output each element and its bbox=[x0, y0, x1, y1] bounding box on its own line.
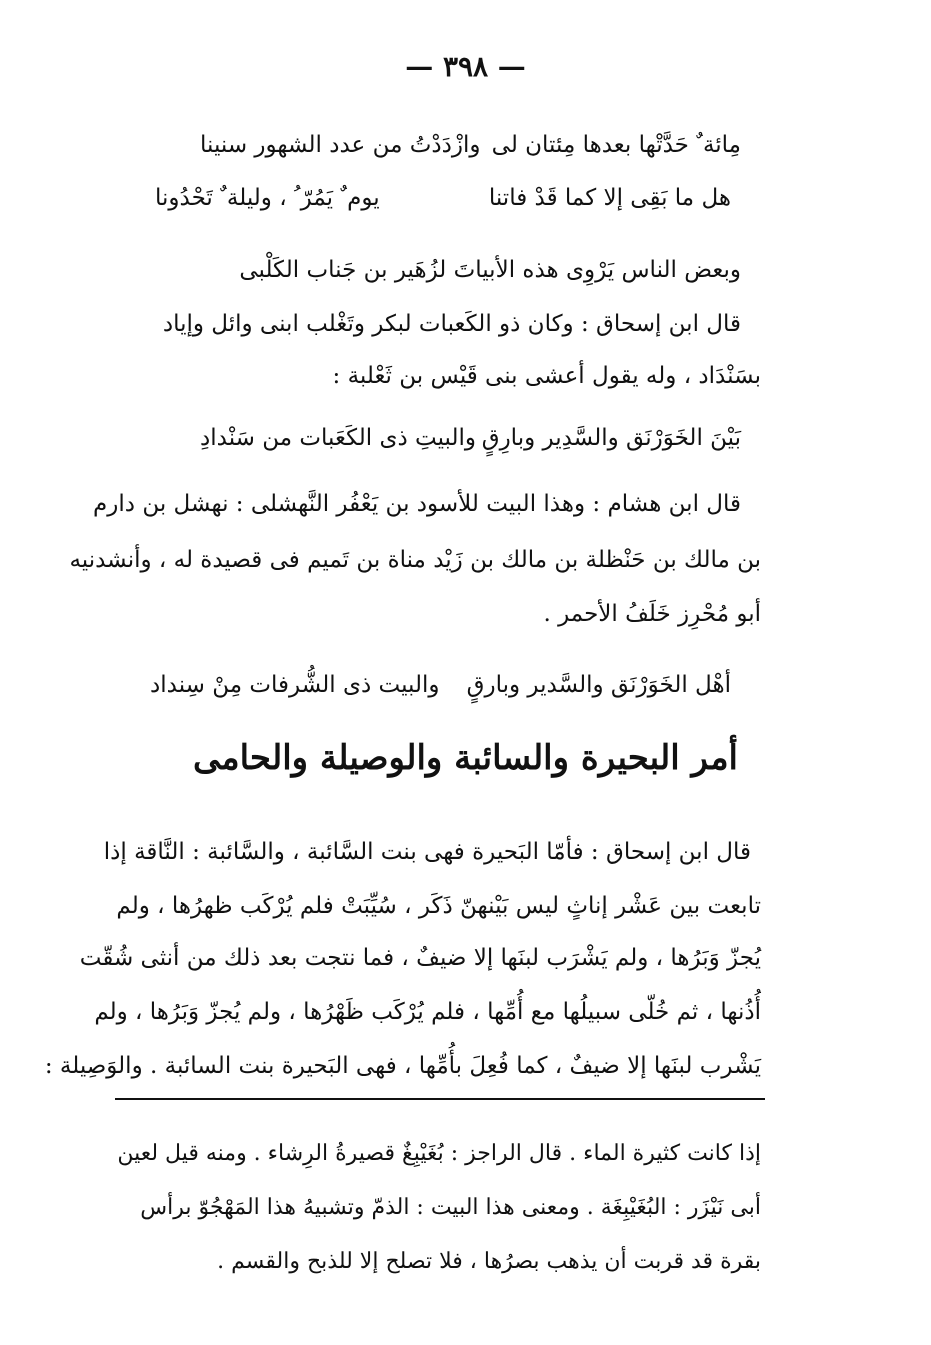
body-line: أُذُنها ، ثم خُلّى سبيلُها مع أُمِّها ، فلم يُرْكَب ظَهْرُها ، ولم يُجزّ وَبَرُها ، ولم bbox=[94, 999, 761, 1025]
body-line: يَشْرب لبنَها إلا ضيفٌ ، كما فُعِلَ بأُمِّها ، فهى البَحيرة بنت السائبة . والوَصِيلة : bbox=[44, 1053, 761, 1079]
verse-4-second-hemistich: والبيت ذى الشُّرفات مِنْ سِنداد bbox=[150, 672, 440, 698]
footnote-divider bbox=[115, 1098, 765, 1100]
page-number: — ٣٩٨ — bbox=[405, 50, 526, 83]
verse-3-second-hemistich: والبيتِ ذى الكَعَبات من سَنْدادِ bbox=[200, 425, 476, 451]
text-line: قال ابن هشام : وهذا البيت للأسود بن يَعْفُر النَّهشلى : نهشل بن دارم bbox=[93, 491, 741, 517]
verse-1-second-hemistich: وازْدَدْتُ من عدد الشهور سنينا bbox=[200, 132, 481, 158]
body-line: تابعت بين عَشْر إناثٍ ليس بَيْنهنّ ذَكَر ، سُيِّبَتْ فلم يُرْكَب ظهرُها ، ولم bbox=[116, 893, 761, 919]
verse-2-first-hemistich: هل ما بَقِى إلا كما قَدْ فاتنا bbox=[488, 185, 731, 211]
verse-3-first-hemistich: بَيْنَ الخَوَرْنَق والسَّدِير وبارِقٍ bbox=[481, 425, 741, 451]
section-heading: أمر البحيرة والسائبة والوصيلة والحامى bbox=[193, 738, 738, 778]
verse-2-second-hemistich: يوم ٌ يَمُرّ ُ ، وليلة ٌ تَحْدُونا bbox=[155, 185, 380, 211]
verse-4-first-hemistich: أهْل الخَوَرْنَق والسَّدير وبارقٍ bbox=[466, 672, 731, 698]
text-line: بسَنْدَاد ، وله يقول أعشى بنى قَيْس بن ثَعْلبة : bbox=[332, 363, 761, 389]
body-line: يُجزّ وَبَرُها ، ولم يَشْرَب لبنَها إلا ضيفٌ ، فما نتجت بعد ذلك من أنثى شُقّت bbox=[79, 945, 761, 971]
text-line: قال ابن إسحاق : وكان ذو الكَعبات لبكر وتَغْلب ابنى وائل وإياد bbox=[162, 311, 741, 337]
text-line: أبو مُحْرِز خَلَفُ الأحمر . bbox=[543, 601, 761, 627]
footnote-line: بقرة قد قربت أن يذهب بصرُها ، فلا تصلح إلا للذبح والقسم . bbox=[217, 1249, 761, 1274]
text-line: بن مالك بن حَنْظلة بن مالك بن زَيْد مناة بن تَميم فى قصيدة له ، وأنشدنيه bbox=[69, 547, 761, 573]
verse-1-first-hemistich: مِائة ٌ حَدَّتْها بعدها مِئتان لى bbox=[491, 132, 741, 158]
footnote-line: أبى نَيْزَر : البُغَيْبِغَة . ومعنى هذا البيت : الذمّ وتشبيهُ هذا المَهْجُوّ برأس bbox=[140, 1195, 761, 1220]
body-line: قال ابن إسحاق : فأمّا البَحيرة فهى بنت السَّائبة ، والسَّائبة : النَّاقة إذا bbox=[103, 839, 751, 865]
footnote-line: إذا كانت كثيرة الماء . قال الراجز : بُغَيْبِغٌ قصيرةُ الرِشاء . ومنه قيل لعين bbox=[117, 1141, 761, 1166]
text-line: وبعض الناس يَرْوِى هذه الأبياتَ لزُهَير بن جَناب الكَلْبى bbox=[239, 257, 741, 283]
